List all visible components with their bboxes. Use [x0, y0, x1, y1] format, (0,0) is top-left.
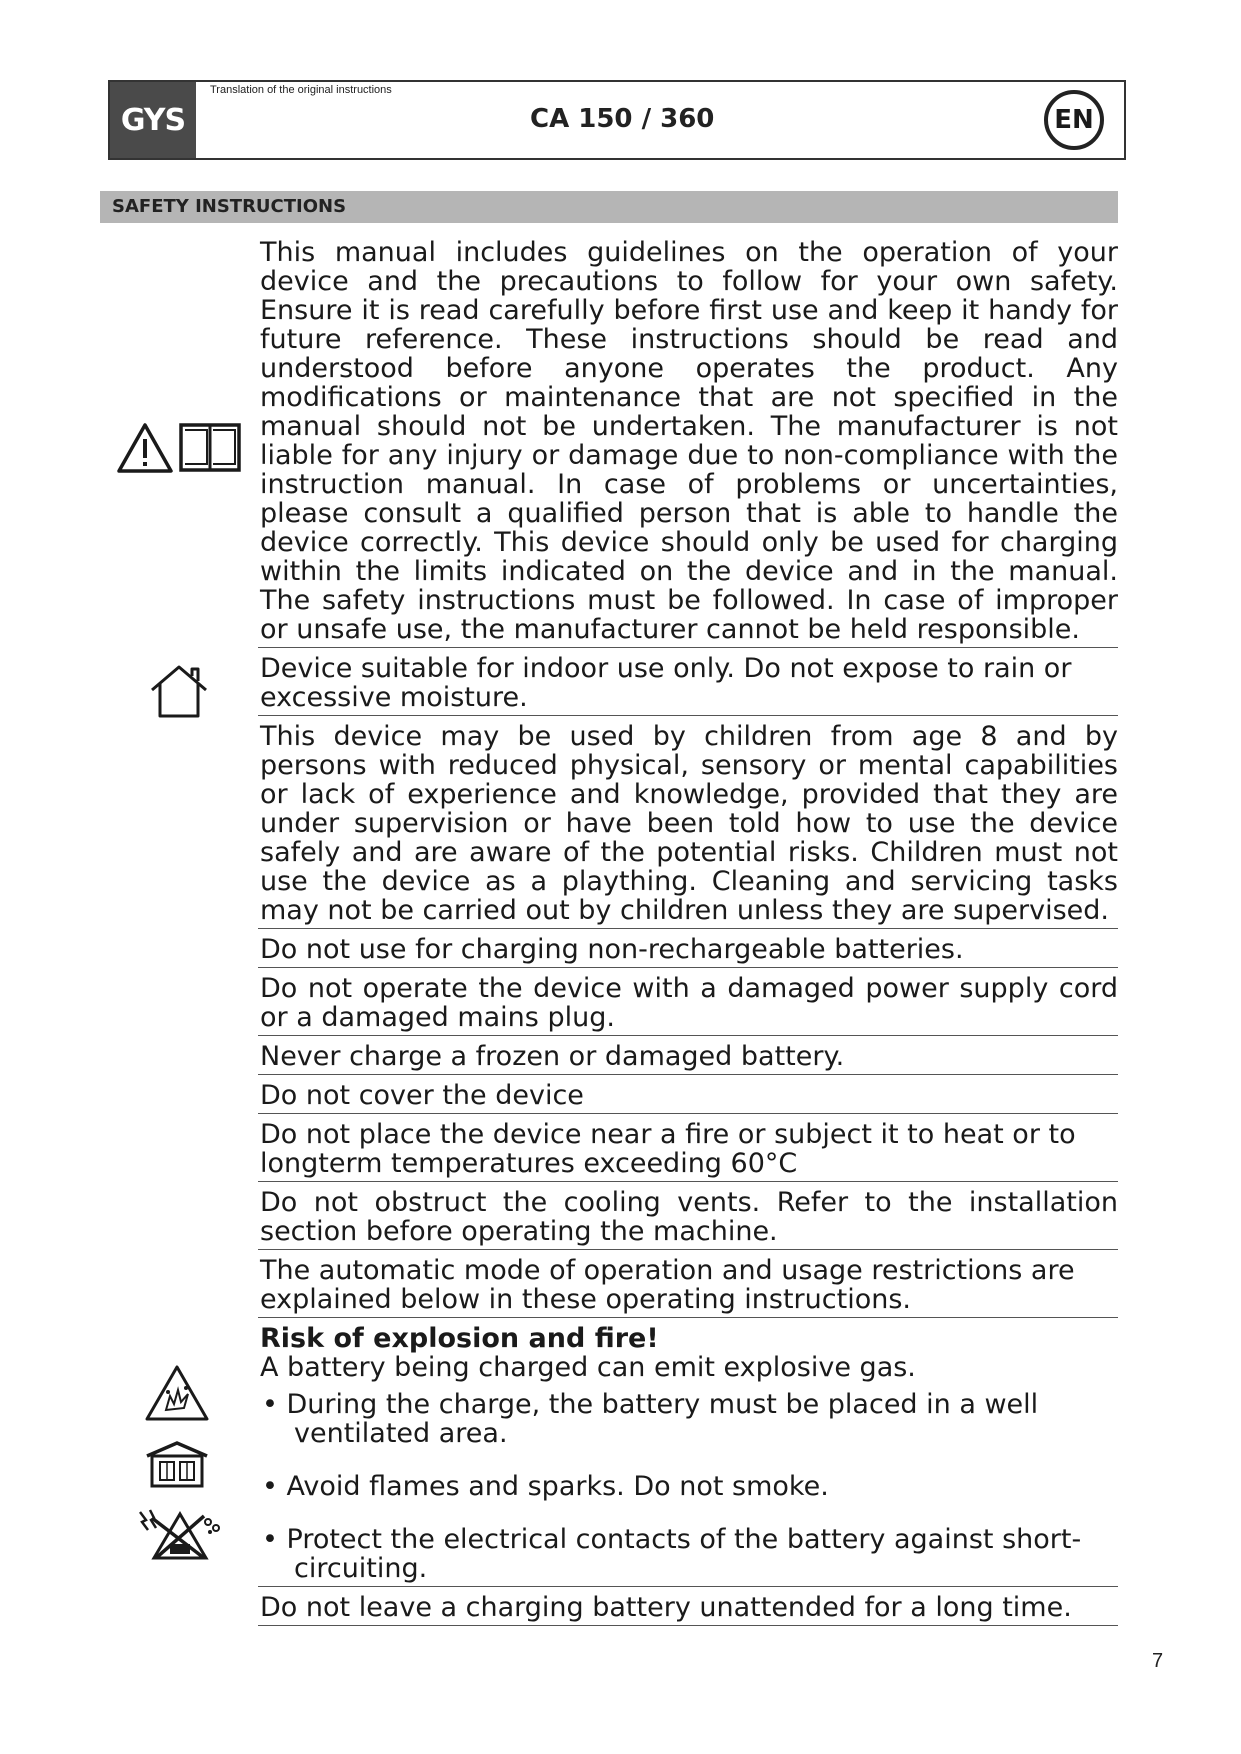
- translation-note: Translation of the original instructions: [210, 84, 392, 96]
- house-indoor-icon: [148, 664, 210, 720]
- language-badge: EN: [1044, 90, 1104, 150]
- instruction-row-non-rechargeable: Do not use for charging non-rechargeable batteries.: [258, 929, 1118, 968]
- page-number: 7: [1152, 1650, 1164, 1672]
- manual-book-icon: [178, 420, 242, 474]
- model-title: CA 150 / 360: [530, 104, 715, 134]
- page-header: [108, 80, 1126, 160]
- instruction-row-heat: Do not place the device near a fire or subject it to heat or to longterm temperatures exceeding 60°C: [258, 1114, 1118, 1182]
- gys-logo: GYS: [110, 82, 196, 158]
- instruction-row-unattended: Do not leave a charging battery unattended for a long time.: [258, 1587, 1118, 1626]
- instruction-row-automatic-mode: The automatic mode of operation and usage restrictions are explained below in these operating instructions.: [258, 1250, 1118, 1318]
- instruction-row-indoor: Device suitable for indoor use only. Do not expose to rain or excessive moisture.: [258, 648, 1118, 716]
- explosion-bullet: • Protect the electrical contacts of the battery against short-circuiting.: [262, 1524, 1082, 1584]
- warning-triangle-icon: [116, 422, 174, 474]
- instruction-row-manual: This manual includes guidelines on the operation of your device and the precautions to follow for your own safety. Ensure it is read carefully before first use and keep it handy for future reference. These instructions should be read and understood before anyone operates the product. Any modifications or maintenance that are not specified in the manual should not be undertaken. The manufacturer is not liable for any injury or damage due to non-compliance with the instruction manual. In case of problems or uncertainties, please consult a qualified person that is able to handle the device correctly. This device should only be used for charging within the limits indicated on the device and in the manual. The safety instructions must be followed. In case of improper or unsafe use, the manufacturer cannot be held responsible.: [258, 238, 1118, 648]
- ventilated-room-icon: [144, 1440, 210, 1490]
- explosion-warning-icon: [144, 1364, 210, 1422]
- instruction-row-children: This device may be used by children from age 8 and by persons with reduced physical, sensory or mental capabilities or lack of experience and knowledge, provided that they are under supervision or have been told how to use the device safely and are aware of the potential risks. Children must not use the device as a plaything. Cleaning and servicing tasks may not be carried out by children unless they are supervised.: [258, 716, 1118, 929]
- section-title: SAFETY INSTRUCTIONS: [100, 191, 1118, 223]
- instruction-row-cover: Do not cover the device: [258, 1075, 1118, 1114]
- explosion-bullet: • During the charge, the battery must be placed in a well ventilated area.: [262, 1389, 1039, 1449]
- no-flames-sparks-icon: [134, 1506, 224, 1562]
- instruction-row-explosion: [258, 1318, 1118, 1587]
- instruction-row-cooling-vents: Do not obstruct the cooling vents. Refer to the installation section before operating the machine.: [258, 1182, 1118, 1250]
- instruction-row-frozen-battery: Never charge a frozen or damaged battery.: [258, 1036, 1118, 1075]
- instruction-row-power-cord: Do not operate the device with a damaged power supply cord or a damaged mains plug.: [258, 968, 1118, 1036]
- explosion-bullet: • Avoid flames and sparks. Do not smoke.: [262, 1471, 829, 1502]
- explosion-intro: A battery being charged can emit explosive gas.: [260, 1352, 916, 1383]
- safety-instructions-list: [258, 238, 1118, 1626]
- explosion-title: Risk of explosion and fire!: [260, 1323, 659, 1354]
